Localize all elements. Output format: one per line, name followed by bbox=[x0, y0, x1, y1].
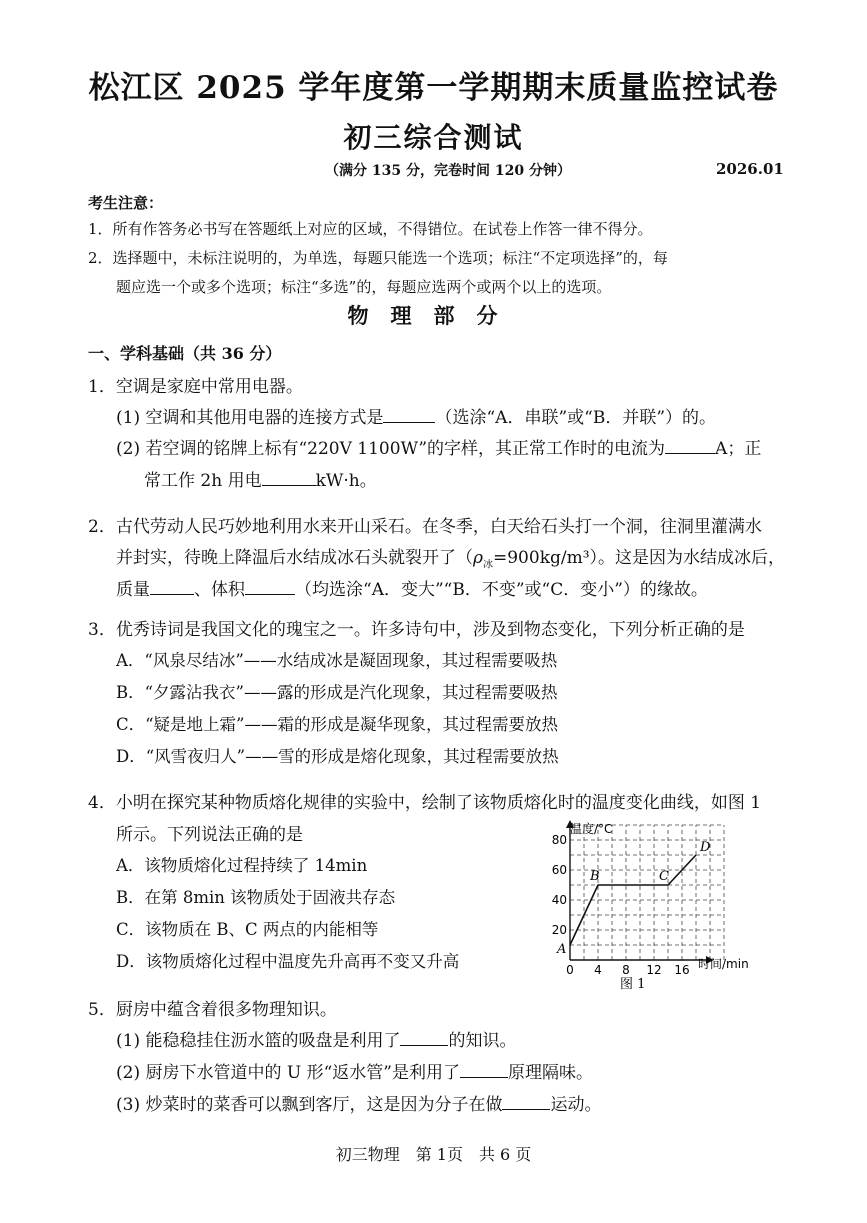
x-tick-label: 4 bbox=[594, 963, 602, 977]
x-tick-label: 0 bbox=[566, 963, 574, 977]
q3-stem: 3．优秀诗词是我国文化的瑰宝之一。许多诗句中，涉及到物态变化，下列分析正确的是 bbox=[88, 620, 745, 640]
x-axis-label: 时间/min bbox=[698, 957, 749, 971]
q1-sub3-text: 常工作 2h 用电 bbox=[144, 471, 262, 491]
rho-symbol: ρ bbox=[473, 548, 483, 568]
exam-title: 松江区 2025 学年度第一学期期末质量监控试卷 bbox=[88, 70, 779, 106]
part-heading: 一、学科基础（共 36 分） bbox=[88, 344, 282, 363]
point-label-c: C bbox=[659, 869, 669, 884]
y-tick-label: 60 bbox=[551, 863, 567, 877]
rho-subscript: 冰 bbox=[483, 559, 493, 571]
notice-item-1: 1．所有作答务必书写在答题纸上对应的区域，不得错位。在试卷上作答一律不得分。 bbox=[88, 220, 653, 238]
x-tick-label: 8 bbox=[622, 963, 630, 977]
q2-line2-text: 并封实，待晚上降温后水结成冰石头就裂开了（ bbox=[116, 548, 473, 568]
exam-info: （满分 135 分，完卷时间 120 分钟） bbox=[325, 163, 571, 179]
q5-sub1 bbox=[116, 1026, 516, 1051]
answer-blank[interactable] bbox=[262, 471, 316, 486]
y-axis-label: 温度/°C bbox=[570, 822, 613, 836]
answer-blank[interactable] bbox=[502, 1095, 550, 1110]
q1-sub3 bbox=[144, 466, 377, 491]
q3-option-a[interactable]: A．“风泉尽结冰”——水结成冰是凝固现象，其过程需要吸热 bbox=[116, 651, 558, 670]
answer-blank[interactable] bbox=[400, 1031, 448, 1046]
q5-sub1-tail: 的知识。 bbox=[448, 1031, 517, 1051]
x-tick-label: 16 bbox=[674, 963, 690, 977]
figure-caption: 图 1 bbox=[620, 977, 646, 992]
x-tick-label: 12 bbox=[646, 963, 662, 977]
q1-sub1 bbox=[116, 403, 716, 428]
q4-line2: 所示。下列说法正确的是 bbox=[116, 825, 303, 845]
q5-sub3 bbox=[116, 1090, 601, 1115]
q5-sub2 bbox=[116, 1058, 593, 1083]
q5-sub2-text: (2) 厨房下水管道中的 U 形“返水管”是利用了 bbox=[116, 1063, 461, 1083]
answer-blank[interactable] bbox=[460, 1063, 508, 1078]
q5-sub1-text: (1) 能稳稳挂住沥水篮的吸盘是利用了 bbox=[116, 1031, 401, 1051]
section-title: 物理部分 bbox=[347, 303, 520, 328]
answer-blank[interactable] bbox=[150, 580, 194, 595]
q4-option-c[interactable]: C．该物质在 B、C 两点的内能相等 bbox=[116, 920, 379, 939]
point-label-b: B bbox=[590, 869, 600, 884]
q5-sub3-tail: 运动。 bbox=[550, 1095, 602, 1115]
q3-option-c[interactable]: C．“疑是地上霜”——霜的形成是凝华现象，其过程需要放热 bbox=[116, 715, 558, 734]
q2-line1: 2．古代劳动人民巧妙地利用水来开山采石。在冬季，白天给石头打一个洞，往洞里灌满水 bbox=[88, 517, 762, 537]
exam-date: 2026.01 bbox=[716, 160, 784, 178]
q2-line3 bbox=[116, 575, 708, 600]
point-label-d: D bbox=[700, 840, 711, 855]
q3-option-d[interactable]: D．“风雪夜归人”——雪的形成是熔化现象，其过程需要放热 bbox=[116, 747, 559, 766]
q5-stem: 5．厨房中蕴含着很多物理知识。 bbox=[88, 1000, 337, 1020]
q4-option-a[interactable]: A．该物质熔化过程持续了 14min bbox=[116, 856, 368, 875]
q2-line3-tail: （均选涂“A．变大”“B．不变”或“C．变小”）的缘故。 bbox=[295, 580, 708, 600]
answer-blank[interactable] bbox=[383, 408, 435, 423]
q1-sub2-tail: A；正 bbox=[715, 439, 762, 459]
notice-item-2b: 题应选一个或多个选项；标注“多选”的，每题应选两个或两个以上的选项。 bbox=[116, 278, 612, 296]
page-footer: 初三物理 第 1页 共 6 页 bbox=[335, 1145, 532, 1164]
q5-sub2-tail: 原理隔味。 bbox=[508, 1063, 594, 1083]
y-tick-label: 20 bbox=[551, 923, 567, 937]
q1-sub2-text: (2) 若空调的铭牌上标有“220V 1100W”的字样，其正常工作时的电流为 bbox=[116, 439, 666, 459]
x-tick-labels bbox=[566, 963, 689, 977]
exam-subtitle: 初三综合测试 bbox=[343, 121, 524, 154]
point-label-a: A bbox=[557, 942, 567, 957]
q1-sub3-tail: kW·h。 bbox=[315, 471, 377, 491]
q4-option-d[interactable]: D．该物质熔化过程中温度先升高再不变又升高 bbox=[116, 952, 460, 971]
temperature-time-graph bbox=[540, 816, 760, 996]
answer-blank[interactable] bbox=[245, 580, 295, 595]
q4-option-b[interactable]: B．在第 8min 该物质处于固液共存态 bbox=[116, 888, 396, 907]
q1-sub1-tail: （选涂“A．串联”或“B．并联”）的。 bbox=[435, 408, 717, 428]
q4-line1: 4．小明在探究某种物质熔化规律的实验中，绘制了该物质熔化时的温度变化曲线，如图 1 bbox=[88, 793, 762, 813]
notice-item-2a: 2．选择题中，未标注说明的，为单选，每题只能选一个选项；标注“不定项选择”的，每 bbox=[88, 249, 668, 267]
q3-option-b[interactable]: B．“夕露沾我衣”——露的形成是汽化现象，其过程需要吸热 bbox=[116, 683, 558, 702]
y-tick-label: 80 bbox=[551, 833, 567, 847]
q1-stem: 1．空调是家庭中常用电器。 bbox=[88, 377, 303, 397]
q2-line2-tail: =900kg/m³）。这是因为水结成冰后， bbox=[493, 548, 786, 568]
q2-volume-text: 、体积 bbox=[194, 580, 245, 600]
notice-label: 考生注意： bbox=[88, 194, 164, 212]
y-tick-labels bbox=[552, 833, 567, 937]
y-tick-label: 40 bbox=[551, 893, 567, 907]
q2-mass-text: 质量 bbox=[116, 580, 150, 600]
q1-sub1-text: (1) 空调和其他用电器的连接方式是 bbox=[116, 408, 384, 428]
q5-sub3-text: (3) 炒菜时的菜香可以飘到客厅，这是因为分子在做 bbox=[116, 1095, 503, 1115]
answer-blank[interactable] bbox=[665, 439, 715, 454]
graph-point-labels bbox=[556, 840, 711, 957]
q2-line2 bbox=[116, 543, 785, 570]
q1-sub2 bbox=[116, 434, 761, 459]
